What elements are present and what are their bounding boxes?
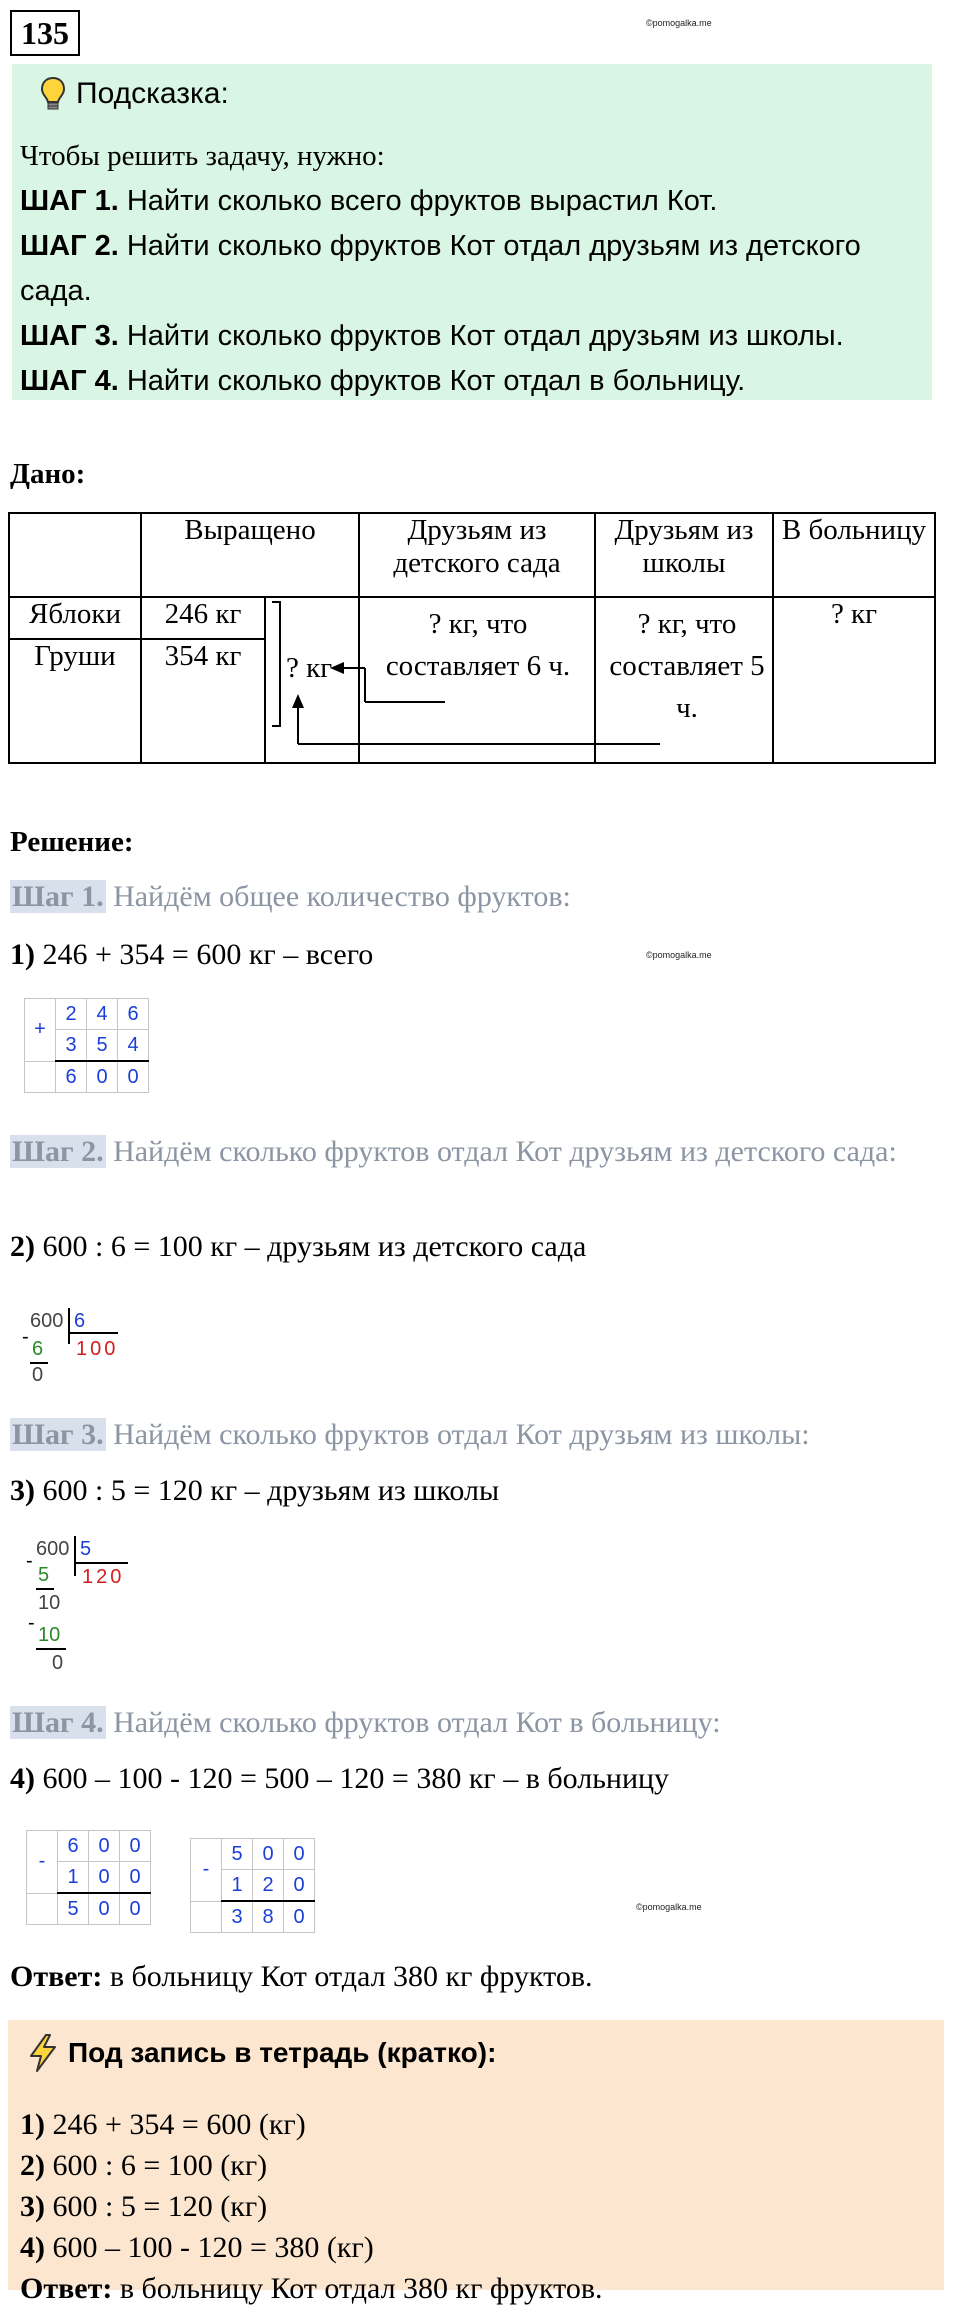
step-1-expr	[10, 938, 373, 972]
given-title: Дано:	[10, 458, 86, 490]
answer-label: Ответ:	[20, 2272, 113, 2305]
watermark-2: ©pomogalka.me	[646, 950, 712, 960]
sub-line	[36, 1648, 66, 1650]
hint-step-label: ШАГ 4.	[20, 365, 119, 397]
subtraction-grid-1	[26, 1830, 151, 1925]
row-apples-name: Яблоки	[9, 597, 141, 639]
expr-num: 3)	[10, 1474, 35, 1507]
step-3-text: Найдём сколько фруктов отдал Кот друзьям из школы:	[105, 1418, 810, 1451]
hint-step-label: ШАГ 3.	[20, 320, 119, 352]
notebook-lines	[20, 2104, 603, 2309]
step-1-label: Шаг 1.	[12, 880, 104, 913]
answer-line	[10, 1960, 593, 1994]
watermark: ©pomogalka.me	[646, 18, 712, 28]
minus: -	[28, 1612, 35, 1634]
digit: 6	[56, 1061, 87, 1093]
digit: 0	[89, 1831, 120, 1862]
step-4-expr	[10, 1762, 669, 1796]
solution-title: Решение:	[10, 826, 134, 858]
hint-intro: Чтобы решить задачу, нужно:	[20, 140, 385, 172]
division-1	[20, 1300, 140, 1390]
step-3-heading	[10, 1418, 960, 1452]
line-text: 600 : 5 = 120 (кг)	[45, 2190, 268, 2223]
expr-num: 2)	[10, 1230, 35, 1263]
expr-num: 4)	[10, 1762, 35, 1795]
expr-text: 246 + 354 = 600 кг – всего	[35, 938, 374, 971]
brace-value: ? кг	[286, 652, 333, 684]
op-sign: -	[27, 1831, 58, 1894]
div-line-h	[76, 1562, 128, 1564]
quotient: 120	[82, 1566, 125, 1588]
hint-step-text: Найти сколько фруктов Кот отдал друзьям из детского сада.	[20, 230, 861, 307]
hospital-cell: ? кг	[773, 597, 935, 763]
line-num: 4)	[20, 2231, 45, 2264]
digit: 0	[87, 1061, 118, 1093]
header-school: Друзьям из школы	[595, 513, 773, 597]
school-text: ? кг, что составляет 5 ч.	[609, 608, 765, 724]
div-line-v	[68, 1308, 70, 1344]
watermark-3: ©pomogalka.me	[636, 1902, 702, 1912]
digit: 3	[56, 1030, 87, 1062]
minus: -	[22, 1326, 29, 1348]
hint-step-label: ШАГ 1.	[20, 185, 119, 217]
quotient: 100	[76, 1338, 119, 1360]
subtrahend: 10	[38, 1624, 61, 1646]
row-apples-value: 246 кг	[141, 597, 265, 639]
digit: 0	[118, 1061, 149, 1093]
hint-step-text: Найти сколько фруктов Кот отдал в больницу.	[118, 365, 746, 397]
arrow-school-head	[292, 694, 304, 708]
digit: 1	[222, 1870, 253, 1902]
subtrahend: 6	[32, 1338, 44, 1360]
step-2-label: Шаг 2.	[12, 1135, 104, 1168]
remainder: 0	[52, 1652, 64, 1674]
row-pears-name: Груши	[9, 639, 141, 763]
digit: 8	[253, 1901, 284, 1933]
calc-table	[24, 998, 149, 1093]
digit: 2	[56, 999, 87, 1030]
digit: 6	[58, 1831, 89, 1862]
partial: 10	[38, 1592, 61, 1614]
line-text: 600 – 100 - 120 = 380 (кг)	[45, 2231, 374, 2264]
digit: 0	[284, 1870, 315, 1902]
digit: 5	[87, 1030, 118, 1062]
digit: 5	[222, 1839, 253, 1870]
line-text: 246 + 354 = 600 (кг)	[45, 2108, 306, 2141]
digit: 0	[89, 1893, 120, 1925]
digit: 4	[118, 1030, 149, 1062]
remainder: 0	[32, 1364, 44, 1386]
hint-step-text: Найти сколько фруктов Кот отдал друзьям из школы.	[118, 320, 844, 352]
answer-text: в больницу Кот отдал 380 кг фруктов.	[102, 1960, 593, 1993]
digit: 6	[118, 999, 149, 1030]
step-4-label: Шаг 4.	[12, 1706, 104, 1739]
digit: 0	[120, 1831, 151, 1862]
dividend: 600	[30, 1310, 64, 1332]
op-sign: +	[25, 999, 56, 1062]
digit: 0	[89, 1862, 120, 1894]
notebook-answer	[20, 2268, 603, 2309]
task-number: 135	[10, 10, 80, 56]
expr-num: 1)	[10, 938, 35, 971]
divisor: 6	[74, 1310, 86, 1332]
lightning-icon	[28, 2034, 58, 2072]
line-text: 600 : 6 = 100 (кг)	[45, 2149, 268, 2182]
step-1-text: Найдём общее количество фруктов:	[105, 880, 571, 913]
hint-step-label: ШАГ 2.	[20, 230, 119, 262]
header-grown: Выращено	[141, 513, 359, 597]
notebook-line-1	[20, 2104, 603, 2145]
expr-text: 600 : 6 = 100 кг – друзьям из детского сада	[35, 1230, 587, 1263]
digit: 2	[253, 1870, 284, 1902]
calc-table	[26, 1830, 151, 1925]
digit: 0	[253, 1839, 284, 1870]
subtrahend: 5	[38, 1564, 50, 1586]
div-line-v	[74, 1536, 76, 1576]
digit: 0	[120, 1893, 151, 1925]
hint-step-text: Найти сколько всего фруктов вырастил Кот.	[118, 185, 718, 217]
op-sign: -	[191, 1839, 222, 1902]
step-3-expr	[10, 1474, 499, 1508]
digit: 5	[58, 1893, 89, 1925]
step-1-heading	[10, 880, 950, 914]
calc-table	[190, 1838, 315, 1933]
digit: 0	[120, 1862, 151, 1894]
brace-shape	[272, 602, 280, 726]
hint-title: Подсказка:	[76, 77, 229, 110]
line-num: 1)	[20, 2108, 45, 2141]
digit: 1	[58, 1862, 89, 1894]
notebook-box	[8, 2020, 944, 2305]
notebook-line-3	[20, 2186, 603, 2227]
expr-text: 600 – 100 - 120 = 500 – 120 = 380 кг – в больницу	[35, 1762, 670, 1795]
subtraction-grid-2	[190, 1838, 315, 1933]
answer-label: Ответ:	[10, 1960, 103, 1993]
digit: 4	[87, 999, 118, 1030]
notebook-header	[28, 2034, 496, 2072]
notebook-line-4	[20, 2227, 603, 2268]
minus: -	[26, 1550, 33, 1572]
step-2-heading	[10, 1130, 950, 1174]
row-pears-value: 354 кг	[141, 639, 265, 763]
dividend: 600	[36, 1538, 70, 1560]
header-kindergarten: Друзьям из детского сада	[359, 513, 595, 597]
divisor: 5	[80, 1538, 92, 1560]
line-num: 2)	[20, 2149, 45, 2182]
kindergarten-text: ? кг, что составляет 6 ч.	[385, 608, 571, 682]
step-2-expr	[10, 1230, 586, 1264]
digit: 3	[222, 1901, 253, 1933]
line-num: 3)	[20, 2190, 45, 2223]
notebook-title: Под запись в тетрадь (кратко):	[68, 2037, 497, 2068]
step-4-text: Найдём сколько фруктов отдал Кот в больницу:	[105, 1706, 721, 1739]
step-3-label: Шаг 3.	[12, 1418, 104, 1451]
addition-grid	[24, 998, 149, 1093]
expr-text: 600 : 5 = 120 кг – друзьям из школы	[35, 1474, 500, 1507]
sub-line	[36, 1588, 54, 1590]
step-4-heading	[10, 1706, 950, 1740]
digit: 0	[284, 1901, 315, 1933]
div-line-h	[70, 1332, 118, 1334]
answer-text: в больницу Кот отдал 380 кг фруктов.	[112, 2272, 603, 2305]
step-2-text: Найдём сколько фруктов отдал Кот друзьям из детского сада:	[105, 1135, 897, 1168]
division-2	[24, 1536, 144, 1686]
digit: 0	[284, 1839, 315, 1870]
header-hospital: В больницу	[773, 513, 935, 597]
notebook-line-2	[20, 2145, 603, 2186]
